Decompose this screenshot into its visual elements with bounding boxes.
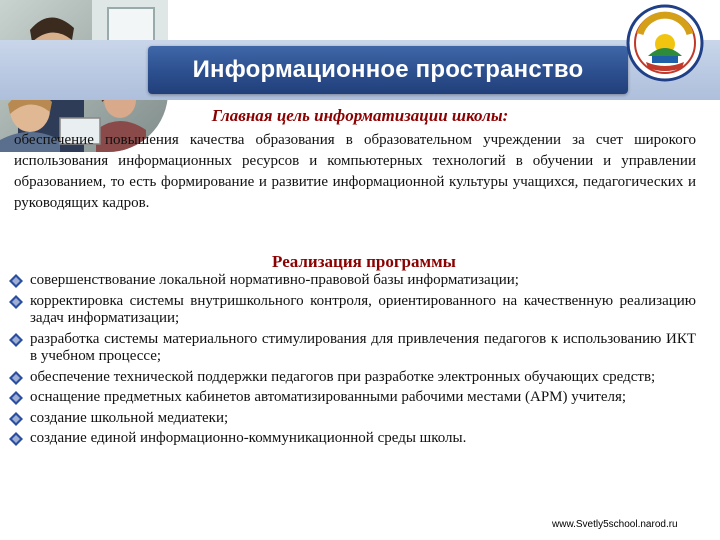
program-heading: Реализация программы [272, 252, 456, 271]
diamond-bullet-icon [8, 332, 24, 348]
list-item [8, 293, 696, 328]
list-item-text: корректировка системы внутришкольного контроля, ориентированного на качественную реализацию задач информатизации; [30, 292, 696, 326]
diamond-bullet-icon [8, 390, 24, 406]
list-item-text: обеспечение технической поддержки педагогов при разработке электронных обучающих средств; [30, 368, 656, 385]
list-item-text: создание школьной медиатеки; [30, 409, 229, 426]
diamond-bullet-icon [8, 370, 24, 386]
list-item-text: совершенствование локальной нормативно-правовой базы информатизации; [30, 272, 519, 288]
website-link[interactable]: www.Svetly5school.narod.ru [552, 519, 678, 530]
title-bar [148, 46, 628, 94]
diamond-bullet-icon [8, 431, 24, 447]
list-item [8, 389, 696, 407]
list-item-text: создание единой информационно-коммуникационной среды школы. [30, 430, 467, 446]
school-emblem-icon [626, 4, 704, 82]
list-item [8, 410, 696, 428]
list-item-text: разработка системы материального стимулирования для привлечения педагогов к использованию ИКТ в учебном процессе; [30, 330, 696, 364]
goal-text: обеспечение повышения качества образования в образовательном учреждении за счет широкого использования информационных ресурсов и компьютерных технологий в обучении и управлении образованием, то есть формирование и развитие информационной культуры учащихся, педагогических и руководящих кадров. [14, 132, 696, 211]
list-item [8, 369, 696, 387]
goal-heading: Главная цель информатизации школы: [211, 106, 509, 125]
diamond-bullet-icon [8, 273, 24, 289]
diamond-bullet-icon [8, 411, 24, 427]
list-item [8, 272, 696, 290]
page-title: Информационное пространство [192, 56, 584, 83]
program-list [8, 272, 696, 451]
school-emblem [626, 4, 704, 82]
list-item [8, 331, 696, 366]
list-item [8, 430, 696, 448]
diamond-bullet-icon [8, 294, 24, 310]
list-item-text: оснащение предметных кабинетов автоматизированными рабочими местами (АРМ) учителя; [30, 389, 627, 405]
